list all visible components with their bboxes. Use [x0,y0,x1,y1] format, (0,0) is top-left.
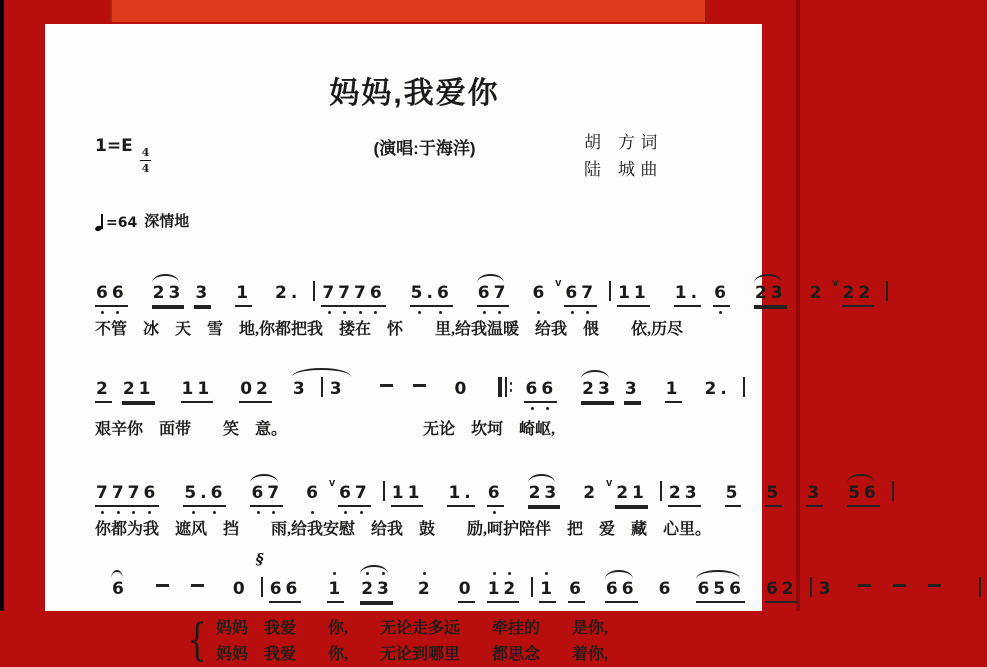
note: 1 [665,379,682,403]
note: 6 [658,579,675,599]
music-system-2 [95,361,734,440]
high-octave-dots [539,572,554,575]
notation-row-4 [95,550,835,605]
duration-dash [156,584,169,587]
note: 21 [615,483,648,507]
high-octave-dots [327,572,342,575]
note: 67 [477,283,510,307]
low-octave-dots [338,511,369,514]
note: 66 [269,579,302,603]
breath-mark-icon: v [832,277,839,289]
time-signature-denominator: 4 [141,162,150,175]
high-octave-dots [417,572,432,575]
note: 6 [112,579,128,599]
note: 23 [152,283,185,307]
note: 1. [674,283,701,307]
note: 0 [454,379,471,399]
low-octave-dots [321,311,383,314]
low-octave-dots [713,311,728,314]
note: 6 [568,579,585,603]
duration-dash [928,584,941,587]
lyrics-row-1: 不管 冰 天 雪 地,你都把我 搂在 怀 里,给我温暖 给我 偎 依,历尽 [95,321,684,338]
note: 3 [329,379,346,399]
segno-icon: § [255,550,264,568]
duration-dash [380,384,393,387]
note: 3 [292,379,309,399]
duration-dash [413,384,426,387]
time-signature [140,146,152,175]
barline [321,377,323,399]
note: 2. [275,283,302,303]
note: 0 [458,579,475,603]
note: 3 [624,379,641,403]
key-signature: 1=E [95,136,133,156]
notation-row-2 [95,361,734,405]
lyrics-row-3: 你都为我 遮风 挡 雨,给我安慰 给我 鼓 励,呵护陪伴 把 爱 藏 心里。 [95,521,712,538]
note: 23 [528,483,561,507]
note: 02 [239,379,272,403]
duration-dash [893,584,906,587]
quarter-note-icon [95,214,104,231]
low-octave-dots [250,511,281,514]
note: 2 [95,379,112,403]
music-system-1 [95,261,875,340]
top-red-band [110,0,707,22]
breath-mark-icon: v [555,277,562,289]
barline [383,481,385,503]
verse-lyrics-block [95,615,734,667]
low-octave-dots [524,407,555,410]
note: 1. [447,483,474,507]
breath-mark-icon: v [606,477,613,489]
low-octave-dots [95,511,157,514]
note: 2 [809,283,826,303]
note: 11 [181,379,214,403]
note: 11 [617,283,650,307]
low-octave-dots [95,311,126,314]
tempo-value: =64 [106,215,138,231]
lyricist-credit: 胡 方 词 [584,133,658,153]
barline [892,481,894,503]
music-system-4 [95,550,835,667]
notation-row-3 [95,461,880,505]
credits-block [584,130,734,184]
note: 21 [122,379,155,403]
note: 66 [95,283,128,307]
meta-row [95,130,734,184]
note: 66 [605,579,638,603]
barline [531,577,533,599]
verse-2-lyrics: 妈妈 我爱 你, 无论到哪里 都思念 着你, [216,646,609,663]
note: 6 [531,283,548,305]
note: 1 [235,283,252,307]
expression-text: 深情地 [144,212,190,230]
barline [660,481,662,503]
note: 23 [668,483,701,507]
verse-lyrics-rows [216,615,608,667]
note: 2 [583,483,600,503]
brace-icon: { [187,615,207,666]
note: 67 [338,483,371,507]
high-octave-dots [487,572,518,575]
music-system-3 [95,461,880,540]
note: 2. [704,379,731,399]
tied-note-group [292,377,356,401]
barline [313,281,315,303]
note: 11 [391,483,424,507]
duration-dash [858,584,871,587]
right-dark-edge [796,0,800,611]
note: 7776 [321,283,385,307]
note: 3 [818,579,835,599]
sheet-music-page [45,24,880,666]
note: 656 [696,579,745,603]
note: 23 [581,379,614,403]
high-octave-dots [360,572,391,575]
notation-row-1 [95,261,875,305]
time-signature-numerator: 4 [141,146,150,159]
note: 6 [487,483,504,507]
low-octave-dots [487,511,502,514]
note: 6 [305,483,322,505]
note: 5 [765,483,782,507]
left-black-edge [0,0,4,611]
score [95,261,880,667]
note: 12 [487,579,520,603]
note: 66 [524,379,557,403]
repeat-begin-barline [498,377,512,397]
note: 56 [847,483,880,507]
barline [979,577,981,599]
verse-1-lyrics: 妈妈 我爱 你, 无论走多远 牵挂的 是你, [216,620,609,637]
note: 67 [564,283,597,307]
duration-dash [191,584,204,587]
note: 6 [713,283,730,307]
low-octave-dots [477,311,508,314]
note: 23 [754,283,787,307]
low-octave-dots [410,311,451,314]
barline [743,377,745,399]
barline [255,550,264,599]
note: 5 [725,483,742,507]
tempo-marking [95,210,734,231]
note: 62 [765,579,798,603]
low-octave-dots [564,311,595,314]
note: 1 [539,579,556,603]
note: 0 [232,579,249,599]
note: 22 [842,283,875,307]
note: 3 [194,283,211,307]
note: 2 [417,579,434,601]
composer-credit: 陆 城 曲 [584,160,658,180]
note: 1 [327,579,344,603]
performer-credit: (演唱:于海洋) [373,139,476,158]
barline [886,281,888,303]
note: 7776 [95,483,159,507]
low-octave-dots [531,311,546,314]
note: 5.6 [410,283,453,307]
low-octave-dots [305,511,320,514]
note: 23 [360,579,393,603]
low-octave-dots [183,511,224,514]
note: 3 [806,483,823,507]
sheet-content [45,24,880,667]
barline [810,577,812,599]
lyrics-row-2: 艰辛你 面带 笑 意。 无论 坎坷 崎岖, [95,421,556,438]
note: 5.6 [183,483,226,507]
key-time-signature [95,130,265,175]
breath-mark-icon: v [328,477,336,489]
song-title: 妈妈,我爱你 [329,77,500,110]
barline [609,281,611,303]
note: 67 [250,483,283,507]
